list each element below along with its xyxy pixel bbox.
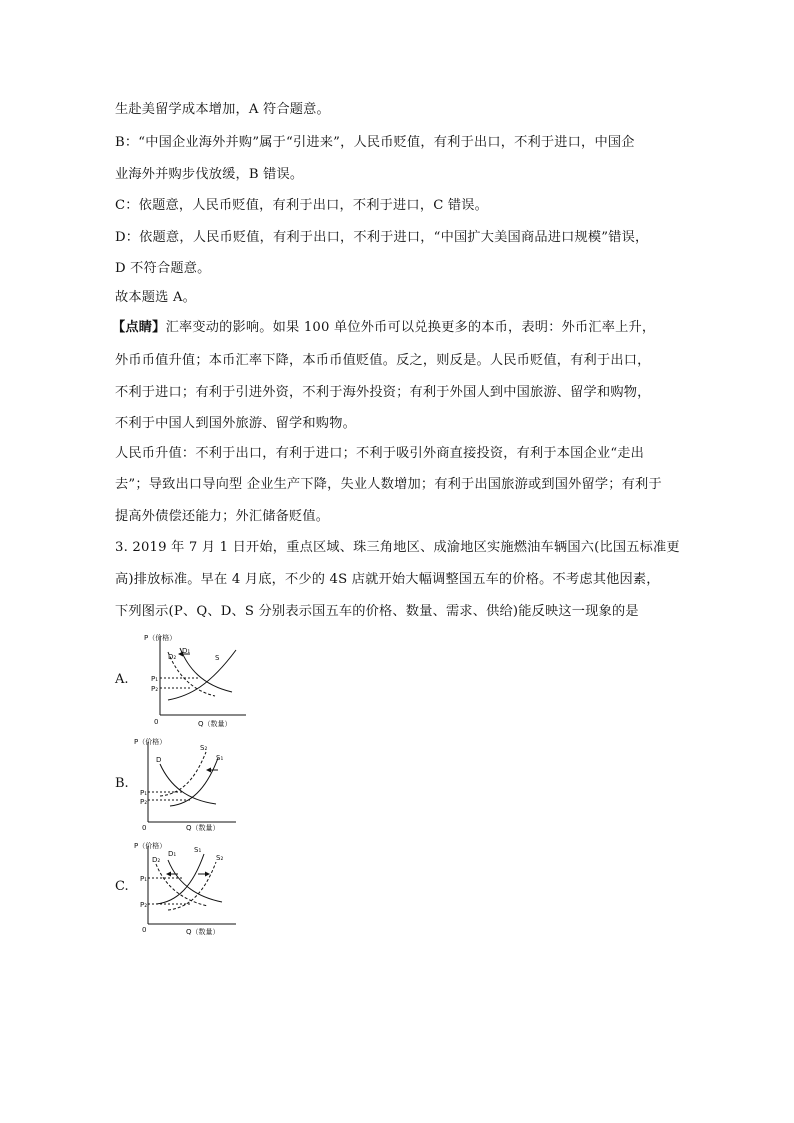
text-line-9: 外币币值升值；本币汇率下降，本币币值贬值。反之，则反是。人民币贬值，有利于出口， [115, 353, 651, 368]
curve-label-s: S [215, 654, 220, 662]
text-line-7: 故本题选 A。 [115, 290, 197, 305]
text-line-6: D 不符合题意。 [115, 261, 211, 276]
option-c-label[interactable]: C. [115, 879, 129, 894]
curve-s2 [168, 862, 216, 910]
curve-s2 [160, 752, 206, 796]
curve-label-s2: S₂ [216, 854, 224, 862]
question-line-1: 3. 2019 年 7 月 1 日开始，重点区域、珠三角地区、成渝地区实施燃油车辆国六(比国五标准更 [115, 540, 680, 555]
question-line-2: 高)排放标准。早在 4 月底，不少的 4S 店就开始大幅调整国五车的价格。不考虑其他因素， [115, 572, 660, 587]
x-axis-label: Q（数量） [186, 928, 220, 936]
text-line-11: 不利于中国人到国外旅游、留学和购物。 [115, 416, 356, 431]
shift-arrow-head [206, 768, 211, 773]
text-line-12: 人民币升值：不利于出口，有利于进口；不利于吸引外商直接投资，有利于本国企业“走出 [115, 446, 645, 461]
y-axis-label: P（价格） [134, 842, 167, 850]
text-line-13: 去”；导致出口导向型 企业生产下降，失业人数增加；有利于出国旅游或到国外留学；有利于 [115, 477, 662, 492]
price-label-p1: P₁ [151, 675, 159, 683]
y-axis-label: P（价格） [134, 738, 167, 746]
text-line-14: 提高外债偿还能力；外汇储备贬值。 [115, 509, 330, 524]
price-label-p2: P₂ [140, 798, 148, 806]
option-a-graph[interactable] [140, 630, 250, 730]
x-axis-label: Q（数量） [198, 720, 232, 728]
text-line-5: D：依题意，人民币贬值，有利于出口，不利于进口，“中国扩大美国商品进口规模”错误， [115, 230, 649, 245]
text-line-2: B：“中国企业海外并购”属于“引进来”，人民币贬值，有利于出口，不利于进口，中国企 [115, 135, 635, 150]
option-b-label[interactable]: B. [115, 776, 129, 791]
curve-s1 [170, 758, 218, 806]
question-line-3: 下列图示(P、Q、D、S 分别表示国五车的价格、数量、需求、供给)能反映这一现象的是 [115, 604, 639, 619]
text-line-10: 不利于进口；有利于引进外资，不利于海外投资；有利于外国人到中国旅游、留学和购物， [115, 385, 651, 400]
y-axis-label: P（价格） [144, 634, 177, 642]
option-a-label[interactable]: A. [115, 672, 129, 687]
origin-label: 0 [142, 926, 147, 934]
curve-label-d1: D₁ [168, 850, 177, 858]
curve-label-s1: S₁ [194, 846, 202, 854]
curve-label-d: D [156, 756, 162, 764]
x-axis-label: Q（数量） [186, 824, 220, 832]
curve-d2 [156, 864, 208, 906]
origin-label: 0 [142, 824, 147, 832]
curve-label-d1: D₁ [182, 647, 191, 655]
text-line-1: 生赴美留学成本增加，A 符合题意。 [115, 102, 330, 117]
shift-arrow-d-head [166, 872, 171, 877]
price-label-p2: P₂ [151, 685, 159, 693]
curve-label-d2: D₂ [152, 856, 161, 864]
text-line-4: C：依题意，人民币贬值，有利于出口，不利于进口，C 错误。 [115, 198, 489, 213]
curve-label-d2: D₂ [168, 653, 177, 661]
option-b-graph[interactable] [132, 734, 242, 834]
price-label-p1: P₁ [140, 875, 148, 883]
price-label-p2: P₂ [140, 901, 148, 909]
text-line-3: 业海外并购步伐放缓，B 错误。 [115, 167, 304, 182]
shift-arrow-s-head [205, 872, 210, 877]
origin-label: 0 [154, 718, 159, 726]
price-label-p1: P₁ [140, 789, 148, 797]
tip-text: 汇率变动的影响。如果 100 单位外币可以兑换更多的本币，表明：外币汇率上升， [165, 320, 656, 335]
curve-s [168, 650, 236, 700]
option-c-graph[interactable] [132, 838, 242, 938]
tip-line [112, 318, 682, 338]
curve-label-s1: S₁ [216, 754, 224, 762]
curve-label-s2: S₂ [200, 744, 208, 752]
tip-bracket: 【点睛】 [112, 320, 166, 335]
